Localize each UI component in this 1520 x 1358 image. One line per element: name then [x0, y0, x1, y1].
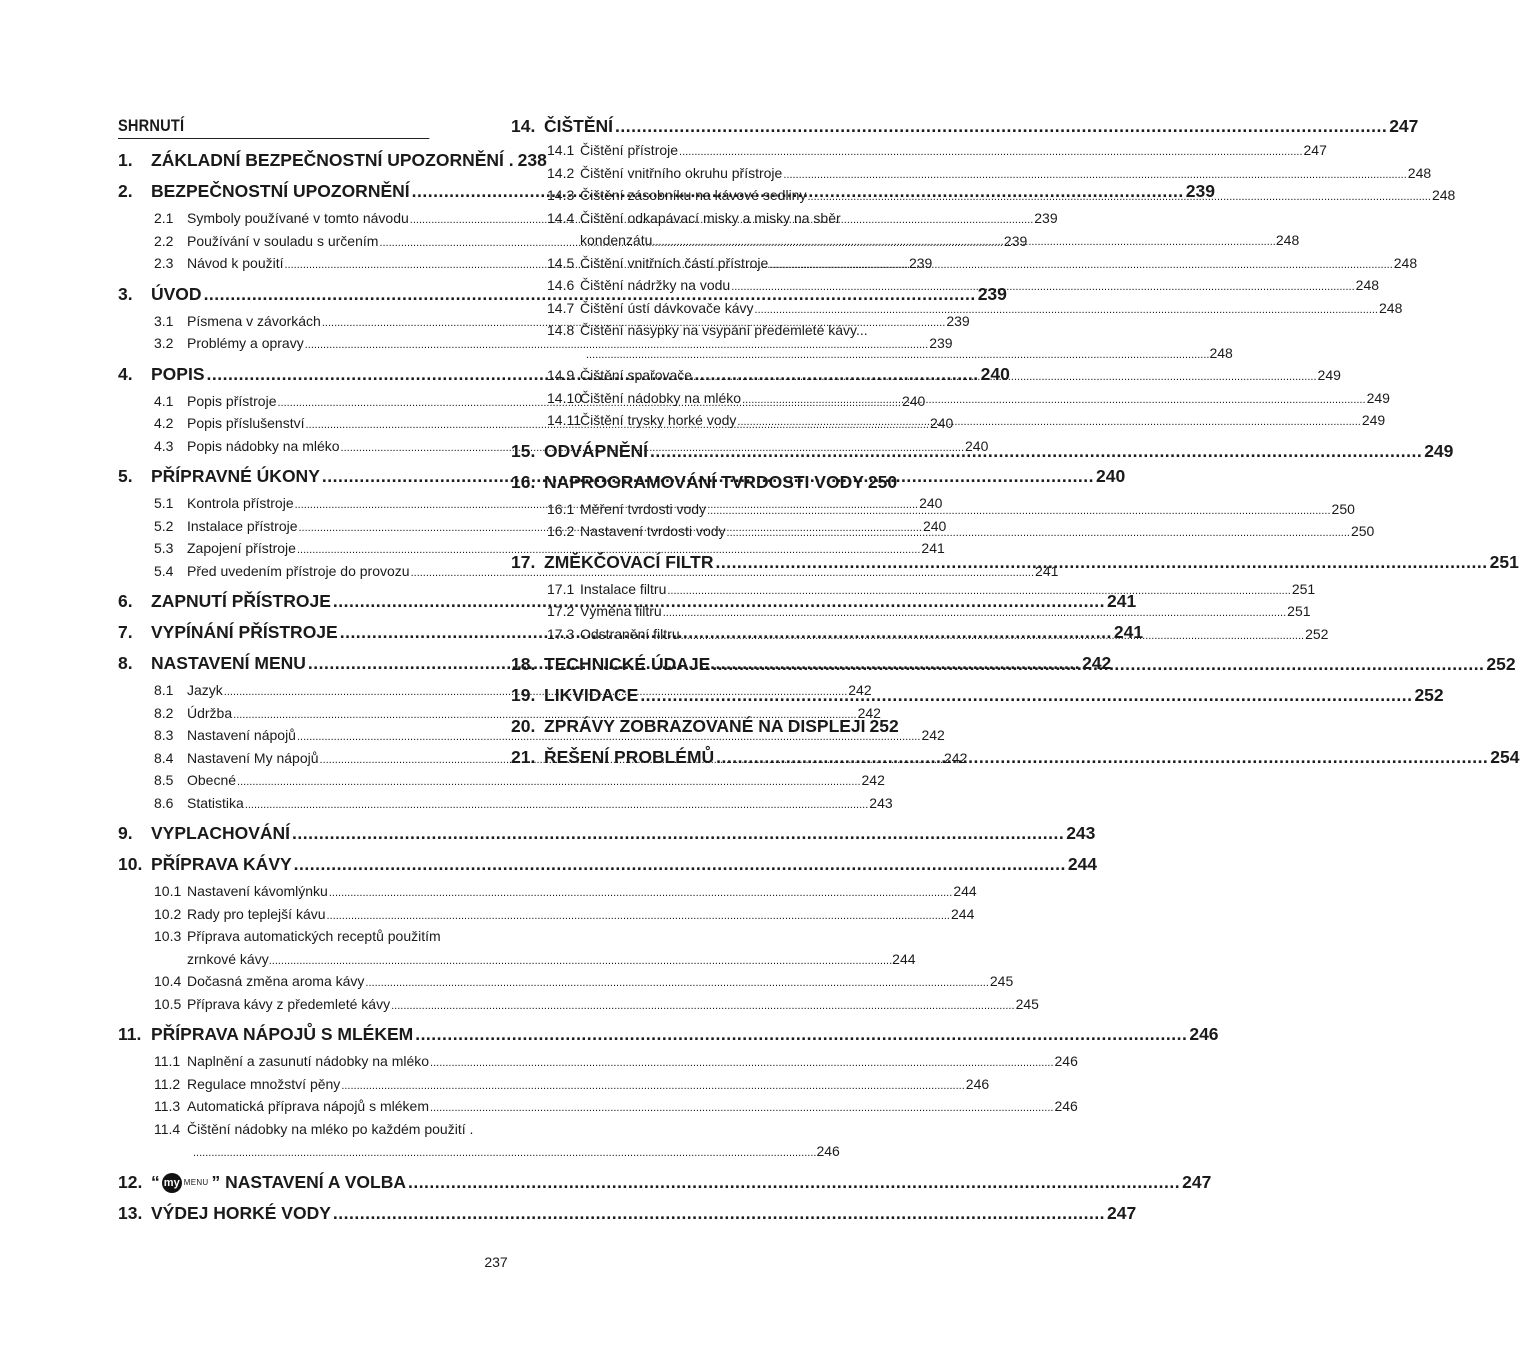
dot-leader [430, 1052, 1053, 1075]
section-page: 241 [921, 540, 945, 556]
section-page: 248 [1379, 299, 1403, 316]
section-page: 250 [1331, 500, 1355, 517]
toc-chapter-12[interactable] [118, 1167, 1212, 1198]
section-number: 3.2 [154, 335, 174, 351]
section-page: 242 [848, 682, 872, 698]
section-number: 14.4 [547, 209, 575, 226]
chapter-page: 252 [869, 716, 899, 736]
dot-leader [679, 141, 1302, 164]
toc-section-10-2[interactable] [118, 903, 975, 926]
section-page: 239 [946, 312, 970, 329]
section-page: 251 [1287, 603, 1311, 619]
section-number: 14.10 [547, 389, 583, 406]
section-label: Instalace přístroje [187, 517, 298, 534]
section-label: Návod k použití [187, 255, 284, 271]
dot-leader [237, 771, 860, 794]
section-label: Čištění vnitřního okruhu přístroje [580, 164, 783, 181]
toc-section-11-3[interactable] [118, 1095, 1078, 1118]
section-label: Čištění odkapávací misky a misky na sběr [580, 209, 841, 226]
chapter-label: ÚVOD [151, 283, 202, 304]
section-page: 248 [1393, 254, 1418, 271]
section-page: 245 [989, 973, 1014, 989]
chapter-number: 20. [511, 716, 536, 736]
dot-leader [586, 344, 1209, 367]
section-page: 246 [1054, 1098, 1078, 1114]
dot-leader [408, 1167, 1180, 1198]
chapter-label: ČIŠTĚNÍ [544, 116, 614, 136]
chapter-label: ZÁKLADNÍ BEZPEČNOSTNÍ UPOZORNĚNÍ . [151, 150, 514, 170]
chapter-number: 13. [118, 1202, 143, 1223]
section-page: 246 [965, 1075, 990, 1092]
section-number: 3.1 [154, 312, 174, 329]
section-page: 239 [1034, 210, 1058, 226]
section-number: 16.2 [547, 523, 575, 539]
chapter-number: 15. [511, 440, 536, 461]
section-label: Čištění nádobky na mléko po každém použití . [187, 1120, 474, 1137]
chapter-label [151, 1167, 406, 1199]
section-number: 10.2 [154, 905, 182, 922]
section-label: Odstranění filtru [580, 625, 680, 642]
section-number: 14.9 [547, 367, 575, 383]
section-label: Regulace množství pěny [187, 1075, 341, 1092]
toc-section-8-5[interactable] [118, 769, 885, 792]
toc-section-3-2[interactable] [118, 332, 953, 355]
section-page: 242 [861, 772, 885, 788]
toc-chapter-10[interactable] [118, 849, 1098, 880]
section-label: Obecné [187, 772, 237, 788]
dot-leader [333, 1198, 1105, 1229]
chapter-number: 19. [511, 685, 536, 705]
section-label: Před uvedením přístroje do provozu [187, 562, 410, 579]
section-number: 14.11 [547, 412, 581, 428]
section-label: Nastavení nápojů [187, 727, 296, 743]
section-label: Dočasná změna aroma kávy [187, 973, 365, 989]
toc-section-8-2[interactable] [118, 702, 881, 725]
dot-leader [727, 522, 1350, 545]
dot-leader [292, 818, 1064, 849]
chapter-page: 247 [1182, 1171, 1212, 1192]
section-label: Čištění nádobky na mléko [580, 389, 742, 406]
chapter-number: 9. [118, 823, 133, 843]
chapter-page: 244 [1067, 854, 1098, 874]
section-number: 14.1 [547, 142, 575, 158]
chapter-page: 239 [977, 283, 1007, 304]
chapter-number: 21. [511, 747, 536, 767]
chapter-label: VYPLACHOVÁNÍ [151, 823, 291, 843]
section-page: 249 [1361, 412, 1386, 428]
toc-title: SHRNUTÍ [118, 114, 429, 139]
section-number: 2.1 [154, 210, 174, 226]
section-page: 248 [1355, 277, 1380, 293]
section-number: 11.2 [154, 1075, 181, 1092]
dot-leader [755, 299, 1378, 322]
dot-leader [341, 1075, 964, 1098]
section-page: 249 [1317, 367, 1341, 383]
toc-section-14-1[interactable] [511, 139, 1327, 162]
section-page: 240 [901, 392, 926, 409]
section-number: 14.8 [547, 322, 575, 338]
section-page: 242 [857, 704, 881, 721]
dot-leader [430, 1097, 1053, 1120]
section-page: 244 [951, 905, 975, 922]
chapter-number: 7. [118, 622, 133, 642]
chapter-number: 18. [511, 654, 536, 674]
section-label: Problémy a opravy [187, 335, 304, 351]
toc-section-11-4[interactable] [118, 1118, 840, 1163]
chapter-label: TECHNICKÉ ÚDAJE [544, 654, 711, 674]
chapter-page: 252 [1414, 685, 1444, 705]
section-number: 17.3 [547, 625, 575, 642]
chapter-label: POPIS [151, 363, 205, 384]
chapter-label: ZPRÁVY ZOBRAZOVANÉ NA DISPLEJI [544, 716, 866, 736]
section-label: Zapojení přístroje [187, 540, 296, 556]
section-label: Údržba [187, 704, 233, 721]
section-number: 14.6 [547, 277, 575, 293]
section-label: Nastavení tvrdosti vody [580, 523, 726, 539]
section-number: 14.5 [547, 254, 575, 271]
chapter-page: 238 [517, 150, 547, 170]
toc-section-10-4[interactable] [118, 970, 1014, 993]
dot-leader [652, 231, 1275, 254]
toc-chapter-9[interactable] [118, 818, 1096, 849]
section-number: 5.2 [154, 517, 174, 534]
chapter-page: 241 [1113, 622, 1144, 642]
chapter-page: 246 [1189, 1024, 1219, 1044]
section-label: Čištění zásobníku na kávové sedliny [580, 187, 807, 203]
toc-section-10-1[interactable] [118, 880, 977, 903]
chapter-page: 247 [1107, 1202, 1137, 1223]
dot-leader [667, 580, 1290, 603]
section-label: Kontrola přístroje [187, 495, 294, 511]
dot-leader [742, 389, 1365, 412]
chapter-number: 12. [118, 1171, 143, 1192]
section-page: 250 [1350, 523, 1375, 539]
chapter-label: PŘÍPRAVNÉ ÚKONY [151, 466, 320, 486]
chapter-page: 240 [980, 363, 1010, 384]
dot-leader [663, 602, 1286, 625]
section-number: 8.3 [154, 727, 174, 743]
section-number: 5.1 [154, 495, 174, 511]
chapter-page: 247 [1389, 116, 1419, 136]
section-number: 14.7 [547, 299, 575, 316]
my-menu-icon: my [162, 1173, 182, 1193]
dot-leader [712, 649, 1484, 680]
section-label-cont: kondenzátu [580, 232, 653, 248]
chapter-number: 1. [118, 150, 133, 170]
section-label-cont: zrnkové kávy [187, 950, 269, 967]
dot-leader [650, 436, 1422, 467]
chapter-number: 6. [118, 591, 133, 611]
toc-chapter-1[interactable] [118, 145, 547, 176]
section-page: 245 [1015, 995, 1039, 1012]
chapter-label: ZAPNUTÍ PŘÍSTROJE [151, 591, 331, 611]
section-label: Čištění trysky horké vody [580, 412, 737, 428]
chapter-number: 17. [511, 551, 536, 572]
section-page: 240 [929, 415, 954, 431]
section-label: Instalace filtru [580, 580, 667, 597]
chapter-number: 10. [118, 854, 143, 874]
dot-leader [715, 547, 1487, 578]
section-number: 2.3 [154, 255, 174, 271]
menu-icon-text: MENU [183, 1178, 209, 1188]
section-label: Statistika [187, 794, 244, 811]
dot-leader [731, 276, 1354, 299]
toc-section-8-6[interactable] [118, 792, 893, 815]
section-number: 11.4 [154, 1120, 181, 1137]
section-label: Příprava automatických receptů použitím [187, 928, 441, 944]
toc-chapter-19[interactable] [511, 680, 1444, 711]
section-page: 248 [1407, 164, 1432, 181]
dot-leader [783, 164, 1406, 187]
chapter-page: 251 [1489, 551, 1519, 572]
section-label: Příprava kávy z předemleté kávy [187, 995, 391, 1012]
section-label: Rady pro teplejší kávu [187, 905, 326, 922]
section-label: Popis příslušenství [187, 415, 305, 431]
section-number: 10.1 [154, 883, 182, 899]
section-number: 11.3 [154, 1098, 181, 1114]
section-page: 252 [1305, 625, 1329, 642]
section-page: 244 [892, 950, 916, 967]
section-number: 8.6 [154, 794, 174, 811]
section-page: 239 [929, 335, 953, 351]
section-number: 4.3 [154, 437, 174, 454]
chapter-label: LIKVIDACE [544, 685, 639, 705]
section-label: Měření tvrdosti vody [580, 500, 707, 517]
section-page: 242 [921, 727, 945, 743]
section-page: 248 [1275, 232, 1300, 248]
section-label: Naplnění a zasunutí nádobky na mléko [187, 1053, 430, 1069]
section-page: 240 [922, 517, 947, 534]
section-number: 10.5 [154, 995, 182, 1012]
section-label: Písmena v závorkách [187, 312, 321, 329]
dot-leader [681, 625, 1304, 648]
section-number: 8.5 [154, 772, 174, 788]
dot-leader [737, 411, 1360, 434]
section-label: Čištění vnitřních částí přístroje [580, 254, 769, 271]
chapter-label: BEZPEČNOSTNÍ UPOZORNĚNÍ [151, 181, 410, 201]
section-number: 14.3 [547, 187, 575, 203]
chapter-label: ŘEŠENÍ PROBLÉMŮ [544, 747, 715, 767]
chapter-number: 4. [118, 363, 133, 384]
chapter-label: PŘÍPRAVA NÁPOJŮ S MLÉKEM [151, 1024, 414, 1044]
section-page: 240 [919, 495, 943, 511]
dot-leader [769, 254, 1392, 277]
section-number: 4.2 [154, 415, 174, 431]
chapter-number: 11. [118, 1024, 142, 1044]
toc-section-11-2[interactable] [118, 1073, 990, 1096]
toc-section-10-3[interactable] [118, 925, 916, 970]
toc-section-5-3[interactable] [118, 537, 945, 560]
chapter-page: 242 [1082, 653, 1112, 673]
section-number: 14.2 [547, 164, 575, 181]
chapter-number: 5. [118, 466, 133, 486]
dot-leader [365, 972, 988, 995]
section-label: Čištění nádržky na vodu [580, 277, 731, 293]
toc-section-14-7[interactable] [511, 297, 1403, 320]
section-number: 8.2 [154, 704, 174, 721]
chapter-page: 240 [1096, 466, 1126, 486]
section-page: 249 [1366, 389, 1390, 406]
section-label: Jazyk [187, 682, 223, 698]
section-page: 247 [1303, 142, 1327, 158]
chapter-number: 2. [118, 181, 133, 201]
dot-leader [415, 1019, 1187, 1050]
section-number: 16.1 [547, 500, 575, 517]
dot-leader [193, 1142, 816, 1165]
chapter-label: NASTAVENÍ MENU [151, 653, 306, 673]
section-label: Používání v souladu s určením [187, 232, 379, 249]
dot-leader [807, 186, 1430, 209]
chapter-page: 239 [1185, 181, 1215, 201]
section-number: 4.1 [154, 392, 174, 409]
toc-chapter-11[interactable] [118, 1019, 1219, 1050]
section-number: 8.1 [154, 682, 174, 698]
chapter-number: 8. [118, 653, 133, 673]
chapter-page: 252 [1486, 654, 1516, 674]
section-label: Popis přístroje [187, 392, 277, 409]
section-number: 11.1 [154, 1053, 181, 1069]
section-label: Popis nádobky na mléko [187, 437, 340, 454]
toc-chapter-14[interactable] [511, 114, 1419, 139]
section-page: 241 [1035, 562, 1059, 579]
section-page: 243 [869, 794, 893, 811]
section-label: Nastavení kávomlýnku [187, 883, 328, 899]
dot-leader [707, 500, 1330, 523]
dot-leader [693, 366, 1316, 389]
chapter-label: VYPÍNÁNÍ PŘÍSTROJE [151, 622, 338, 642]
section-label: Výměna filtru [580, 603, 662, 619]
chapter-page: 254 [1490, 747, 1520, 767]
chapter-label-text: ” NASTAVENÍ A VOLBA [211, 1171, 406, 1192]
open-quote: “ [151, 1171, 160, 1192]
chapter-page: 250 [867, 471, 898, 492]
section-page: 242 [944, 749, 968, 766]
dot-leader [329, 882, 952, 905]
section-number: 8.4 [154, 749, 174, 766]
toc-section-14-2[interactable] [511, 162, 1432, 185]
section-label: Nastavení My nápojů [187, 749, 319, 766]
toc-section-11-1[interactable] [118, 1050, 1078, 1073]
chapter-label: ZMĚKČOVACÍ FILTR [544, 551, 714, 572]
toc-chapter-13[interactable] [118, 1198, 1137, 1229]
section-label: Čištění přístroje [580, 142, 679, 158]
section-label: Automatická příprava nápojů s mlékem [187, 1098, 429, 1114]
section-number: 10.4 [154, 973, 182, 989]
chapter-page: 249 [1424, 440, 1454, 461]
dot-leader [269, 950, 892, 973]
section-number: 17.1 [547, 580, 575, 597]
section-number: 2.2 [154, 232, 174, 249]
section-page: 246 [816, 1143, 840, 1159]
section-page: 239 [1003, 232, 1028, 249]
section-page: 248 [1209, 344, 1233, 361]
section-label: Čištění ústí dávkovače kávy [580, 299, 754, 316]
chapter-label: ODVÁPNĚNÍ [544, 440, 649, 461]
dot-leader [640, 680, 1412, 711]
section-label: Čištění spařovače [580, 367, 693, 383]
chapter-label: NAPROGRAMOVÁNÍ TVRDOSTI VODY [544, 471, 864, 492]
dot-leader [294, 849, 1066, 880]
dot-leader [327, 905, 950, 928]
section-number: 5.4 [154, 562, 174, 579]
section-page: 240 [965, 437, 989, 454]
chapter-label: VÝDEJ HORKÉ VODY [151, 1202, 331, 1223]
section-label: Symboly používané v tomto návodu [187, 210, 409, 226]
section-page: 248 [1431, 187, 1456, 203]
dot-leader [245, 794, 868, 817]
chapter-label: PŘÍPRAVA KÁVY [151, 854, 292, 874]
chapter-page: 243 [1066, 823, 1096, 843]
section-page: 239 [908, 255, 933, 271]
chapter-page: 241 [1107, 591, 1137, 611]
section-number: 17.2 [547, 603, 575, 619]
section-page: 244 [953, 883, 977, 899]
chapter-number: 16. [511, 471, 536, 492]
toc-section-10-5[interactable] [118, 993, 1039, 1016]
section-number: 5.3 [154, 540, 174, 556]
dot-leader [615, 114, 1387, 139]
section-label: Čištění násypky na vsypání předemleté kávy... [580, 322, 868, 338]
section-page: 251 [1291, 580, 1316, 597]
chapter-number: 3. [118, 283, 133, 304]
dot-leader [391, 995, 1014, 1018]
section-page: 246 [1054, 1053, 1078, 1069]
section-number: 10.3 [154, 928, 182, 944]
page-number: 237 [484, 1254, 508, 1270]
chapter-number: 14. [511, 116, 536, 136]
dot-leader [716, 742, 1488, 773]
toc-chapter-16[interactable] [511, 467, 898, 498]
